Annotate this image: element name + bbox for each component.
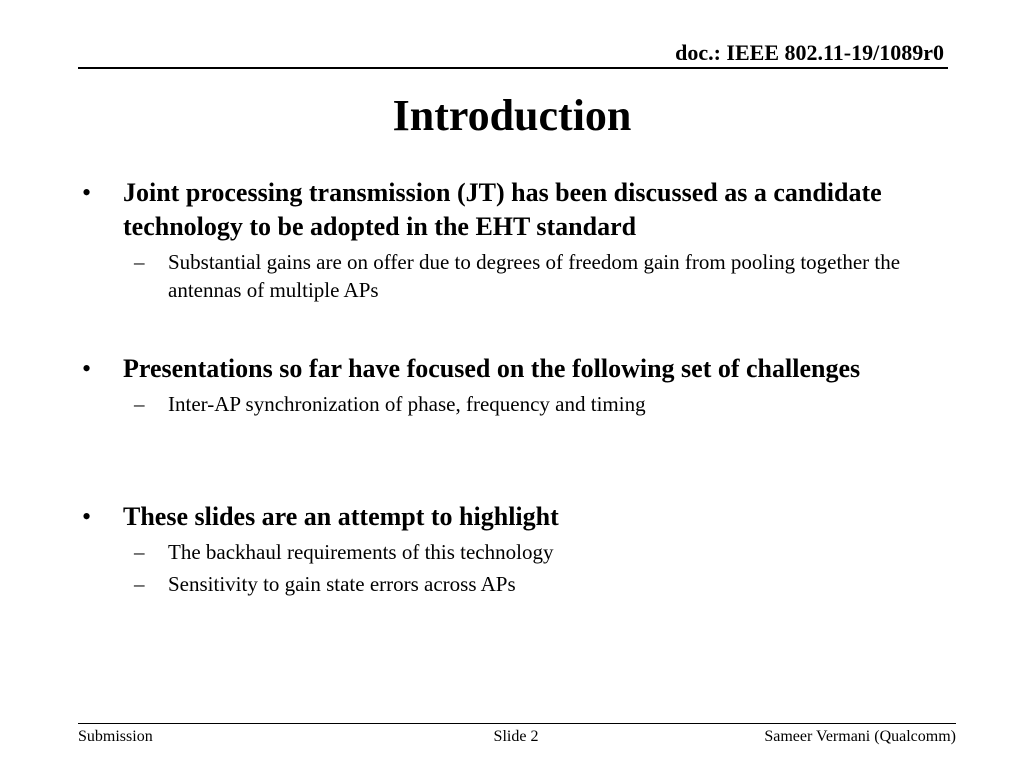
- bullet-text: Joint processing transmission (JT) has been discussed as a candidate technology to be adopted in the EHT standard: [123, 178, 882, 241]
- bullet-marker: •: [82, 502, 92, 531]
- bullet-item: [82, 500, 972, 598]
- bullet-marker: •: [82, 354, 92, 383]
- bullet-item: [82, 352, 972, 418]
- sub-bullet-marker: –: [134, 572, 145, 596]
- header-divider: [78, 67, 948, 69]
- bullet-text: Presentations so far have focused on the following set of challenges: [123, 354, 861, 383]
- footer-author: Sameer Vermani (Qualcomm): [764, 728, 956, 745]
- sub-bullet-text: Sensitivity to gain state errors across APs: [168, 572, 516, 596]
- sub-bullet-text: Inter-AP synchronization of phase, frequency and timing: [168, 392, 646, 416]
- bullet-item: [82, 176, 972, 304]
- sub-bullet-marker: –: [134, 250, 145, 274]
- bullet-text: These slides are an attempt to highlight: [123, 502, 559, 531]
- sub-bullet-item: [134, 390, 972, 418]
- footer-submission: Submission: [78, 728, 153, 745]
- sub-bullet-item: [134, 570, 972, 598]
- sub-bullet-marker: –: [134, 392, 145, 416]
- sub-bullet-item: [134, 248, 972, 304]
- footer-divider: [78, 723, 956, 724]
- sub-bullet-text: The backhaul requirements of this technology: [168, 540, 554, 564]
- bullet-marker: •: [82, 178, 92, 207]
- sub-bullet-text: Substantial gains are on offer due to degrees of freedom gain from pooling together the antennas of multiple APs: [168, 250, 901, 302]
- footer-slide-number: Slide 2: [493, 728, 539, 745]
- slide-title: Introduction: [392, 91, 632, 140]
- sub-bullet-item: [134, 538, 972, 566]
- sub-bullet-marker: –: [134, 540, 145, 564]
- document-id: doc.: IEEE 802.11-19/1089r0: [675, 40, 944, 65]
